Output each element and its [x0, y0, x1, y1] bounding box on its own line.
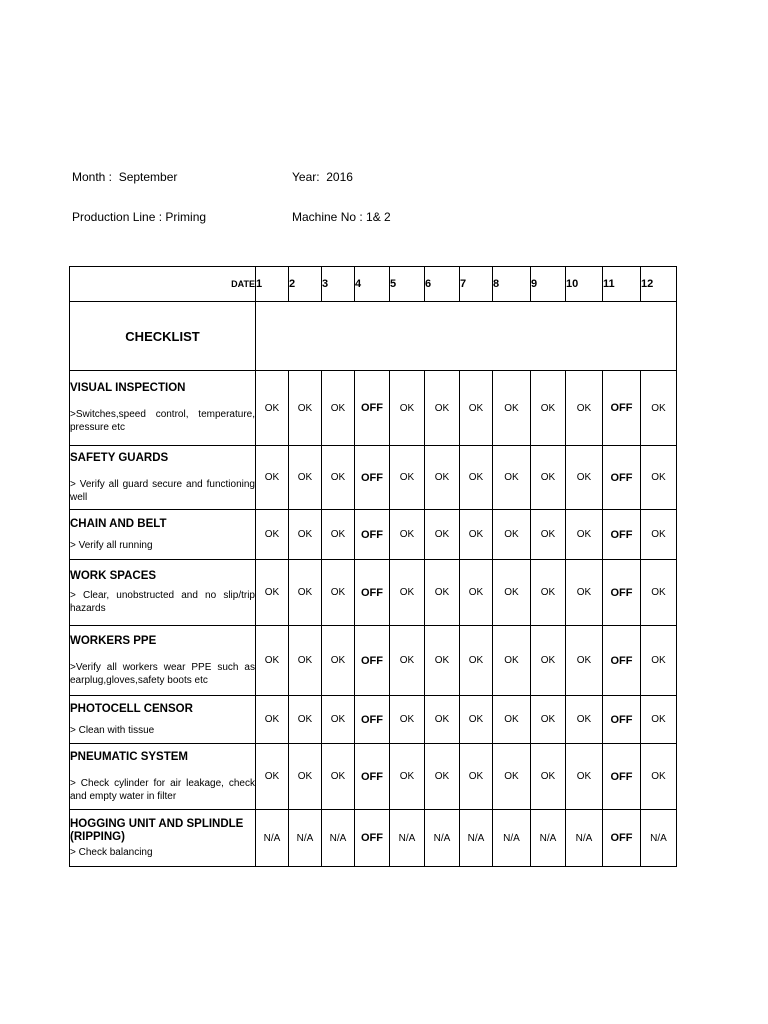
item-description: >Switches,speed control, temperature, pressure etc — [70, 409, 255, 433]
status-cell: OK — [566, 560, 603, 626]
status-cell: OK — [322, 446, 355, 510]
status-cell: OK — [390, 626, 425, 696]
status-cell: OFF — [603, 810, 641, 867]
checklist-header-row — [70, 302, 677, 371]
status-cell: OK — [641, 510, 677, 560]
status-cell: OK — [460, 626, 493, 696]
year-label: Year: 2016 — [292, 170, 353, 184]
status-cell: OFF — [603, 696, 641, 744]
status-cell: OK — [460, 446, 493, 510]
table-row — [70, 744, 677, 810]
item-description: > Clean with tissue — [70, 724, 155, 736]
checklist-item — [70, 810, 256, 867]
machine-no-label: Machine No : 1& 2 — [292, 210, 391, 224]
status-cell: OFF — [603, 371, 641, 446]
status-cell: OK — [425, 560, 460, 626]
table-row — [70, 371, 677, 446]
status-cell: OK — [289, 744, 322, 810]
production-line-field — [72, 210, 206, 224]
item-description: > Verify all running — [70, 539, 153, 551]
status-cell: N/A — [641, 810, 677, 867]
status-cell: OK — [460, 560, 493, 626]
table-row — [70, 446, 677, 510]
table-row — [70, 696, 677, 744]
production-line-label: Production Line : Priming — [72, 210, 207, 224]
status-cell: OFF — [355, 510, 390, 560]
status-cell: OK — [531, 510, 566, 560]
status-cell: OK — [322, 371, 355, 446]
status-cell: OK — [322, 744, 355, 810]
status-cell: OK — [390, 510, 425, 560]
status-cell: OK — [566, 510, 603, 560]
date-col-1: 1 — [256, 267, 289, 302]
status-cell: OK — [289, 696, 322, 744]
date-col-7: 7 — [460, 267, 493, 302]
item-description: > Clear, unobstructed and no slip/trip hazards — [70, 590, 255, 614]
status-cell: N/A — [566, 810, 603, 867]
status-cell: OFF — [603, 560, 641, 626]
status-cell: OK — [425, 626, 460, 696]
status-cell: OK — [531, 371, 566, 446]
status-cell: OK — [641, 744, 677, 810]
checklist-item — [70, 446, 256, 510]
status-cell: OK — [390, 371, 425, 446]
machine-no-field — [292, 210, 391, 224]
status-cell: OK — [390, 560, 425, 626]
status-cell: N/A — [493, 810, 531, 867]
status-cell: OK — [641, 626, 677, 696]
date-col-9: 9 — [531, 267, 566, 302]
date-header-row — [70, 267, 677, 302]
status-cell: OK — [641, 696, 677, 744]
status-cell: OK — [566, 371, 603, 446]
table-row — [70, 626, 677, 696]
status-cell: N/A — [322, 810, 355, 867]
checklist-item — [70, 744, 256, 810]
blank-header-cell — [256, 302, 677, 371]
status-cell: OK — [531, 744, 566, 810]
status-cell: N/A — [531, 810, 566, 867]
status-cell: OK — [289, 626, 322, 696]
status-cell: OFF — [355, 560, 390, 626]
checklist-item — [70, 560, 256, 626]
status-cell: OK — [493, 371, 531, 446]
date-col-11: 11 — [603, 267, 641, 302]
status-cell: OK — [641, 371, 677, 446]
status-cell: OK — [256, 446, 289, 510]
status-cell: OK — [531, 626, 566, 696]
status-cell: OK — [493, 510, 531, 560]
status-cell: OK — [289, 510, 322, 560]
year-field — [292, 170, 353, 184]
status-cell: OK — [390, 696, 425, 744]
item-description: > Verify all guard secure and functioning well — [70, 478, 255, 503]
item-title: HOGGING UNIT AND SPLINDLE (RIPPING) — [70, 817, 244, 843]
checklist-title: CHECKLIST — [70, 302, 256, 371]
date-col-12: 12 — [641, 267, 677, 302]
status-cell: OK — [493, 626, 531, 696]
status-cell: OK — [493, 446, 531, 510]
status-cell: OFF — [355, 810, 390, 867]
status-cell: OK — [531, 560, 566, 626]
status-cell: OK — [566, 626, 603, 696]
status-cell: OK — [460, 744, 493, 810]
status-cell: N/A — [425, 810, 460, 867]
status-cell: OFF — [355, 744, 390, 810]
item-title: VISUAL INSPECTION — [70, 382, 186, 394]
status-cell: N/A — [256, 810, 289, 867]
status-cell: OK — [460, 696, 493, 744]
status-cell: OK — [256, 696, 289, 744]
month-field — [72, 170, 177, 184]
table-row — [70, 810, 677, 867]
status-cell: OK — [425, 744, 460, 810]
date-col-2: 2 — [289, 267, 322, 302]
status-cell: OFF — [603, 446, 641, 510]
item-description: > Check cylinder for air leakage, check and empty water in filter — [70, 777, 255, 802]
date-col-5: 5 — [390, 267, 425, 302]
status-cell: OK — [641, 446, 677, 510]
status-cell: OK — [256, 510, 289, 560]
status-cell: OK — [493, 744, 531, 810]
item-title: PNEUMATIC SYSTEM — [70, 750, 188, 763]
status-cell: OFF — [355, 626, 390, 696]
status-cell: N/A — [460, 810, 493, 867]
status-cell: OK — [390, 446, 425, 510]
status-cell: OK — [256, 560, 289, 626]
status-cell: OK — [531, 696, 566, 744]
table-row — [70, 510, 677, 560]
date-header: DATE — [70, 267, 256, 302]
status-cell: OK — [566, 744, 603, 810]
date-col-6: 6 — [425, 267, 460, 302]
status-cell: OK — [493, 560, 531, 626]
status-cell: OFF — [603, 626, 641, 696]
item-title: PHOTOCELL CENSOR — [70, 702, 193, 715]
date-col-4: 4 — [355, 267, 390, 302]
status-cell: OK — [460, 510, 493, 560]
checklist-item — [70, 371, 256, 446]
status-cell: OK — [425, 371, 460, 446]
status-cell: OFF — [355, 696, 390, 744]
status-cell: OK — [256, 744, 289, 810]
status-cell: OFF — [603, 510, 641, 560]
month-label: Month : September — [72, 170, 178, 184]
status-cell: N/A — [390, 810, 425, 867]
status-cell: OK — [566, 696, 603, 744]
date-col-3: 3 — [322, 267, 355, 302]
item-title: WORKERS PPE — [70, 634, 157, 647]
status-cell: OK — [641, 560, 677, 626]
status-cell: OK — [289, 560, 322, 626]
item-title: CHAIN AND BELT — [70, 517, 167, 530]
status-cell: OK — [425, 696, 460, 744]
status-cell: OK — [322, 510, 355, 560]
status-cell: OK — [566, 446, 603, 510]
status-cell: OK — [460, 371, 493, 446]
status-cell: OK — [493, 696, 531, 744]
item-title: SAFETY GUARDS — [70, 451, 169, 464]
status-cell: OK — [425, 510, 460, 560]
status-cell: OFF — [603, 744, 641, 810]
item-title: WORK SPACES — [70, 570, 157, 582]
checklist-table — [69, 266, 677, 867]
status-cell: OK — [322, 626, 355, 696]
status-cell: OK — [289, 446, 322, 510]
checklist-item — [70, 510, 256, 560]
status-cell: OK — [531, 446, 566, 510]
status-cell: OK — [289, 371, 322, 446]
status-cell: OK — [390, 744, 425, 810]
item-description: > Check balancing — [70, 846, 153, 858]
checklist-item — [70, 696, 256, 744]
status-cell: OFF — [355, 446, 390, 510]
status-cell: OK — [256, 626, 289, 696]
status-cell: OK — [256, 371, 289, 446]
status-cell: OK — [322, 696, 355, 744]
table-row — [70, 560, 677, 626]
status-cell: OK — [322, 560, 355, 626]
date-col-8: 8 — [493, 267, 531, 302]
checklist-item — [70, 626, 256, 696]
status-cell: N/A — [289, 810, 322, 867]
status-cell: OK — [425, 446, 460, 510]
item-description: >Verify all workers wear PPE such as earplug,gloves,safety boots etc — [70, 661, 255, 686]
status-cell: OFF — [355, 371, 390, 446]
date-col-10: 10 — [566, 267, 603, 302]
